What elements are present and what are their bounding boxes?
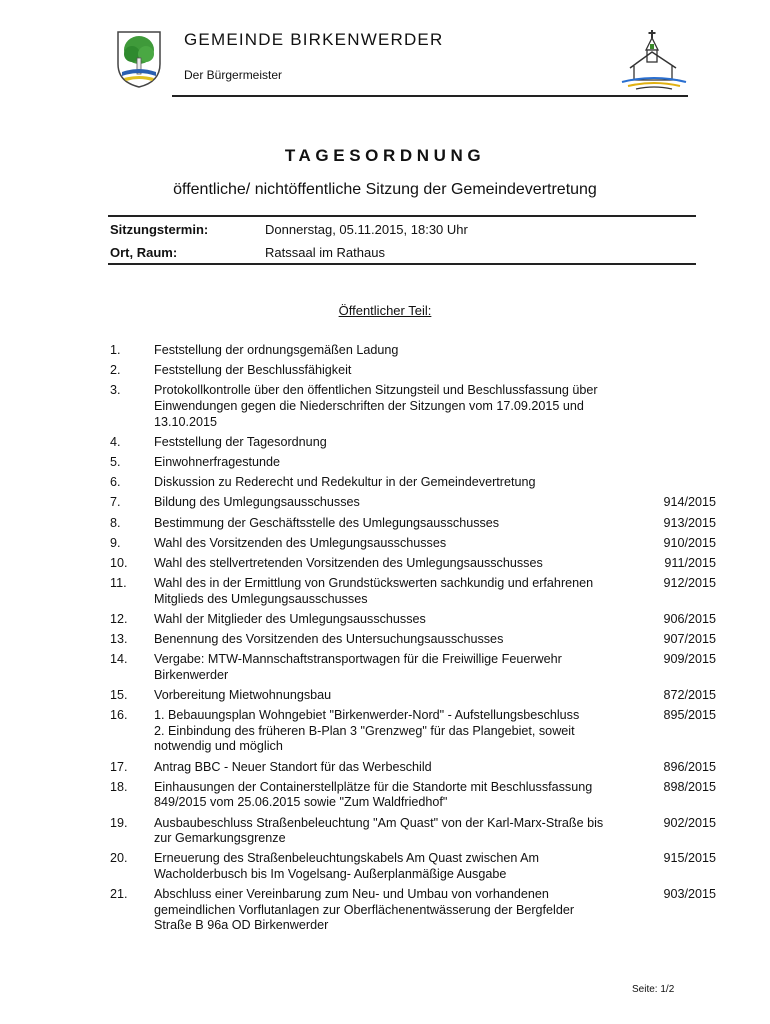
agenda-item — [110, 816, 722, 847]
agenda-item-reference: 902/2015 — [663, 815, 716, 830]
agenda-item — [110, 556, 722, 572]
agenda-item-title: Antrag BBC - Neuer Standort für das Werbeschild — [154, 759, 432, 774]
agenda-item-reference — [614, 383, 722, 430]
agenda-item-reference: 914/2015 — [663, 495, 716, 510]
agenda-item-title: Wahl des stellvertretenden Vorsitzenden des Umlegungsausschusses — [154, 555, 543, 570]
agenda-item — [110, 363, 722, 379]
agenda-item-title: Ausbaubeschluss Straßenbeleuchtung "Am Quast" von der Karl-Marx-Straße bis zur Gemarkungsgrenze — [154, 815, 604, 846]
agenda-item-title: Feststellung der ordnungsgemäßen Ladung — [154, 343, 399, 357]
agenda-item-reference: 898/2015 — [663, 779, 716, 794]
birch-tree-crest-icon — [116, 30, 162, 88]
agenda-item — [110, 688, 722, 704]
agenda-item-title: Vorbereitung Mietwohnungsbau — [154, 688, 332, 702]
agenda-item — [110, 780, 722, 811]
agenda-item-reference — [614, 475, 722, 491]
agenda-item-reference — [614, 455, 722, 471]
agenda-item-title: Wahl des Vorsitzenden des Umlegungsausschusses — [154, 535, 447, 550]
agenda-item — [110, 383, 722, 430]
agenda-item-reference: 913/2015 — [663, 515, 716, 530]
agenda-item-number: 15. — [110, 688, 128, 702]
agenda-item-number: 11. — [110, 576, 127, 591]
agenda-item — [110, 760, 722, 776]
section-heading: Öffentlicher Teil: — [338, 303, 432, 318]
agenda-item-number: 21. — [110, 887, 128, 902]
agenda-item — [110, 516, 722, 532]
meta-top-rule — [108, 215, 696, 217]
agenda-item-number: 2. — [110, 363, 121, 378]
agenda-item-reference — [614, 363, 722, 379]
agenda-item-number: 6. — [110, 475, 121, 490]
agenda-item-number: 19. — [110, 815, 128, 830]
agenda-item-title: Diskussion zu Rederecht und Redekultur in der Gemeindevertretung — [154, 475, 536, 490]
meta-bottom-rule — [108, 263, 696, 265]
agenda-item-reference: 895/2015 — [663, 708, 716, 723]
organization-subtitle: Der Bürgermeister — [184, 68, 283, 82]
agenda-item-number: 10. — [110, 555, 128, 570]
agenda-item-number: 4. — [110, 434, 121, 449]
agenda-item-reference: 912/2015 — [663, 576, 716, 591]
agenda-item — [110, 343, 722, 359]
agenda-item-title: Protokollkontrolle über den öffentlichen Sitzungsteil und Beschlussfassung über Einwendungen gegen die Niederschriften der Sitzungen vom 17.09.2015 und 13.10.2015 — [154, 383, 598, 429]
agenda-item-title: Vergabe: MTW-Mannschaftstransportwagen für die Freiwillige Feuerwehr Birkenwerder — [154, 652, 562, 682]
agenda-item-title: Bestimmung der Geschäftsstelle des Umlegungsausschusses — [154, 515, 500, 530]
agenda-item — [110, 455, 722, 471]
meeting-place-value: Ratssaal im Rathaus — [265, 245, 385, 260]
agenda-item-title: Wahl des in der Ermittlung von Grundstückswerten sachkundig und erfahrenen Mitglieds des Umlegungsausschusses — [154, 576, 594, 606]
agenda-item — [110, 475, 722, 491]
agenda-item — [110, 576, 722, 607]
agenda-item-reference: 906/2015 — [663, 611, 716, 626]
agenda-item — [110, 612, 722, 628]
agenda-item-number: 8. — [110, 515, 121, 530]
agenda-item-reference: 907/2015 — [663, 632, 716, 647]
page-number: Seite: 1/2 — [632, 984, 675, 995]
agenda-item-number: 18. — [110, 779, 128, 794]
meeting-date-value: Donnerstag, 05.11.2015, 18:30 Uhr — [265, 222, 468, 237]
agenda-item-number: 17. — [110, 759, 128, 774]
agenda-item-number: 12. — [110, 611, 128, 626]
agenda-item-title: Wahl der Mitglieder des Umlegungsausschusses — [154, 611, 426, 626]
meeting-date-label: Sitzungstermin: — [110, 222, 209, 237]
agenda-item-number: 3. — [110, 383, 121, 398]
agenda-item-number: 20. — [110, 851, 128, 866]
agenda-item — [110, 887, 722, 934]
document-subtitle: öffentliche/ nichtöffentliche Sitzung der Gemeindevertretung — [173, 181, 597, 198]
agenda-item-reference — [614, 343, 722, 359]
agenda-item — [110, 495, 722, 511]
agenda-item-number: 1. — [110, 343, 121, 357]
agenda-item — [110, 851, 722, 882]
agenda-item — [110, 652, 722, 683]
agenda-item-title: Einhausungen der Containerstellplätze für die Standorte mit Beschlussfassung 849/2015 vom 25.06.2015 sowie "Zum Waldfriedhof" — [154, 779, 593, 810]
agenda-item-title: Einwohnerfragestunde — [154, 454, 281, 469]
agenda-item-title: Erneuerung des Straßenbeleuchtungskabels Am Quast zwischen Am Wacholderbusch bis Im Vogelsang- Außerplanmäßige Ausgabe — [154, 851, 540, 881]
church-logo-icon — [618, 28, 690, 92]
agenda-item-reference: 911/2015 — [664, 555, 716, 570]
agenda-item-title: Feststellung der Beschlussfähigkeit — [154, 363, 352, 378]
agenda-item-number: 16. — [110, 708, 128, 723]
agenda-item-reference: 909/2015 — [663, 652, 716, 667]
agenda-item — [110, 708, 722, 755]
organization-name: GEMEINDE BIRKENWERDER — [184, 30, 444, 49]
agenda-item-number: 7. — [110, 495, 121, 510]
agenda-item-reference: 910/2015 — [663, 535, 716, 550]
agenda-item-reference: 896/2015 — [663, 759, 716, 774]
agenda-item — [110, 435, 722, 451]
agenda-item-number: 5. — [110, 454, 121, 469]
header-divider — [172, 95, 688, 97]
agenda-item-title: Feststellung der Tagesordnung — [154, 434, 327, 449]
agenda-item-title: Bildung des Umlegungsausschusses — [154, 495, 360, 510]
agenda-item-title: Benennung des Vorsitzenden des Untersuchungsausschusses — [154, 632, 504, 647]
meeting-place-label: Ort, Raum: — [110, 245, 178, 260]
agenda-item-reference: 872/2015 — [663, 688, 716, 702]
agenda-item-reference: 903/2015 — [663, 887, 716, 902]
agenda-item-reference: 915/2015 — [663, 851, 716, 866]
agenda-item-number: 9. — [110, 535, 121, 550]
agenda-item-number: 14. — [110, 652, 128, 667]
agenda-list — [110, 343, 722, 938]
agenda-item-title: Abschluss einer Vereinbarung zum Neu- und Umbau von vorhandenen gemeindlichen Vorflutanlagen zur Oberflächenentwässerung der Bergfelder Straße B 96a OD Birkenwerder — [154, 887, 575, 933]
agenda-item-title: 1. Bebauungsplan Wohngebiet "Birkenwerder-Nord" - Aufstellungsbeschluss 2. Einbindung des früheren B-Plan 3 "Grenzweg" für das Plangebiet, soweit notwendig und möglich — [154, 708, 580, 754]
document-title: TAGESORDNUNG — [284, 146, 486, 165]
agenda-item-number: 13. — [110, 632, 128, 647]
agenda-item — [110, 632, 722, 648]
agenda-item-reference — [614, 435, 722, 451]
agenda-item — [110, 536, 722, 552]
